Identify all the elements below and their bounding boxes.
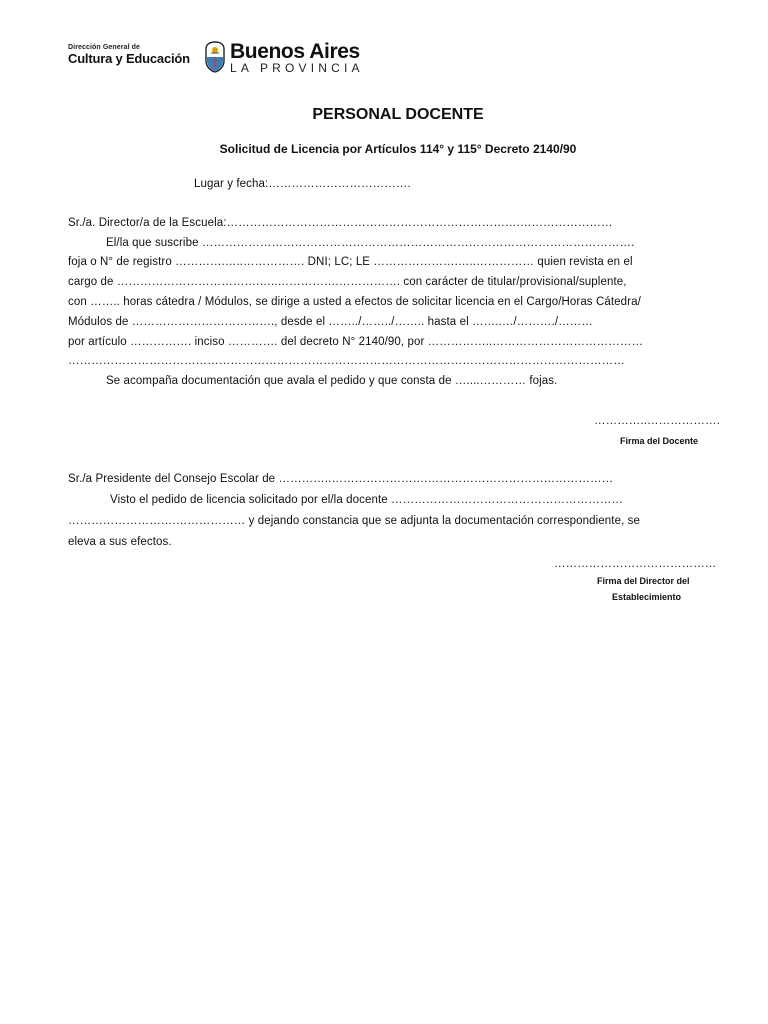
org-small-text: Dirección General de	[68, 44, 141, 51]
body-line-articulo: por artículo ……………. inciso …………. del decreto N° 2140/90, por ……………..…………………………………	[68, 336, 644, 348]
body-line-registro: foja o N° de registro ………….…..……………. DNI; LC; LE ………………….…..…………… quien revista en el	[68, 256, 633, 268]
signature-docente-dots: …………..……………….	[594, 415, 720, 427]
signature-director-dots: ……………………………………	[554, 558, 717, 570]
org-big-text: Cultura y Educación	[68, 51, 190, 66]
body-line-acompana: Se acompaña documentación que avala el pedido y que consta de …....………… fojas.	[106, 375, 558, 387]
page-title: PERSONAL DOCENTE	[312, 106, 484, 123]
consejo-line-eleva: eleva a sus efectos.	[68, 536, 172, 548]
province-shield-icon	[204, 41, 226, 73]
lugar-fecha-line: Lugar y fecha:……………………………….	[194, 178, 411, 190]
body-line-director: Sr./a. Director/a de la Escuela:………………………………………………………………….……………………	[68, 217, 613, 229]
body-line-horas: con …….. horas cátedra / Módulos, se dirige a usted a efectos de solicitar licencia en el Cargo/Horas Cátedra/	[68, 296, 641, 308]
body-line-cargo: cargo de ……………………………….…..…………….……………. con carácter de titular/provisional/suplente,	[68, 276, 627, 288]
consejo-line-visto: Visto el pedido de licencia solicitado por el/la docente ……………………………………………………	[110, 494, 624, 506]
dgcye-logo	[68, 44, 190, 65]
province-sub: LA PROVINCIA	[230, 61, 364, 75]
body-line-modulos: Módulos de ………………………………., desde el ……../……../…….. hasta el ……..…/………./………	[68, 316, 593, 328]
consejo-line-presidente: Sr./a Presidente del Consejo Escolar de …………..…………………….…………………………………………	[68, 473, 614, 485]
signature-docente-label: Firma del Docente	[620, 436, 699, 446]
signature-director-label-2: Establecimiento	[612, 592, 682, 602]
signature-director-label-1: Firma del Director del	[597, 576, 690, 586]
body-line-dots: ………………………………………………………………………………………………………………………………	[68, 355, 625, 367]
page-subtitle: Solicitud de Licencia por Artículos 114° y 115° Decreto 2140/90	[219, 142, 577, 156]
body-line-suscribe: El/la que suscribe ………………………………………………………………………………………………….	[106, 237, 635, 249]
consejo-line-constancia: ……………………….……………… y dejando constancia que se adjunta la documentación correspondiente, se	[68, 515, 641, 527]
buenos-aires-logo	[230, 41, 364, 74]
province-name: Buenos Aires	[230, 40, 360, 63]
